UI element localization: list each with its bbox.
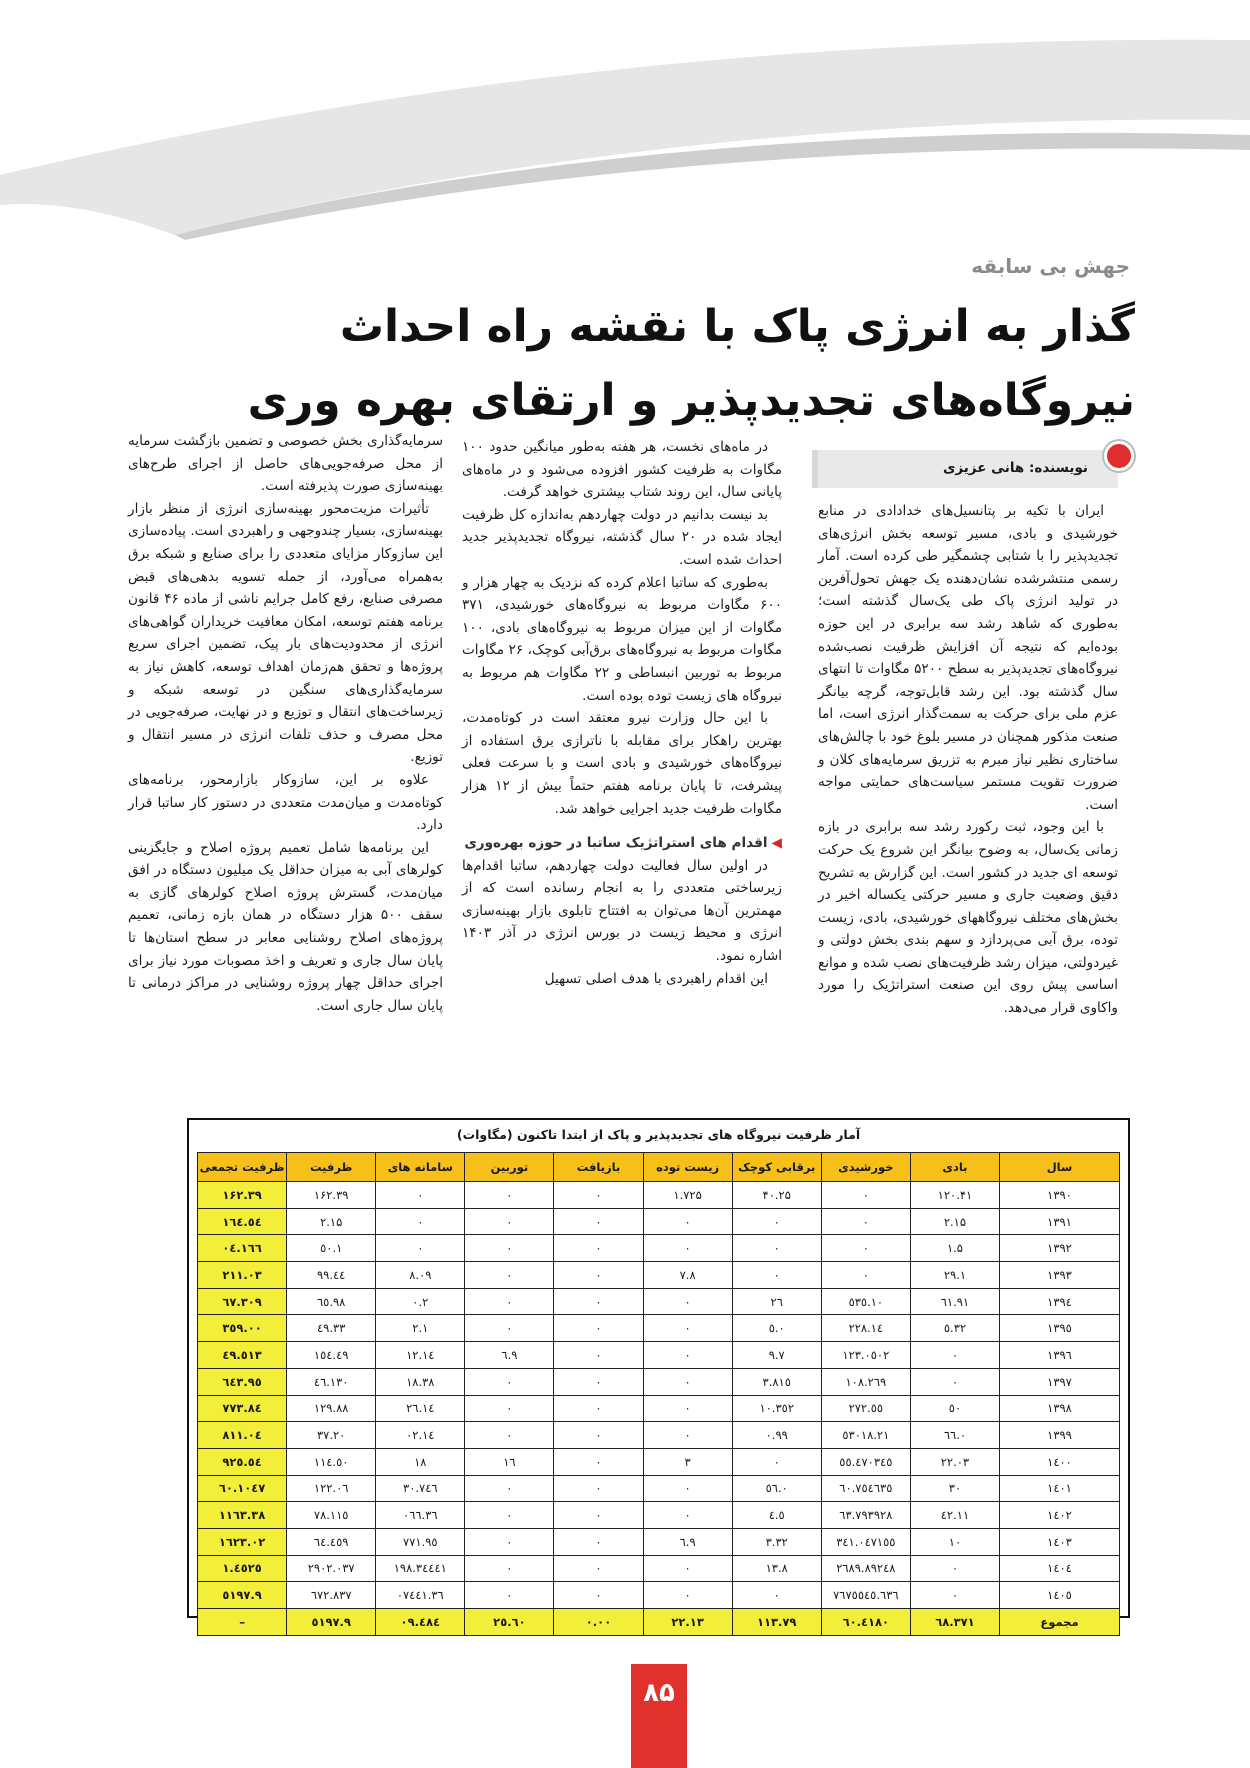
table-cell: ۰ [643,1235,732,1262]
table-cell: ٦٤۳.۹٥ [198,1368,287,1395]
table-cell: ۱٤.۲۲۸ [821,1315,910,1342]
article-title [135,290,1135,438]
table-cell: ۱٦ [465,1448,554,1475]
table-cell: ۰ [554,1475,643,1502]
table-row [198,1582,1120,1609]
table-cell: ۱.۵ [910,1235,999,1262]
table-cell: ۰ [732,1448,821,1475]
table-cell: ۲.۱۵ [910,1208,999,1235]
table-cell: ۱۲۹.۸۸ [287,1395,376,1422]
table-cell: ۳۰ [910,1475,999,1502]
table-cell: ۰ [821,1262,910,1289]
title-line-1: گذار به انرژی پاک با نقشه راه احداث [339,301,1135,352]
table-cell: ۰.٥٦ [732,1475,821,1502]
table-header-cell: خورشیدی [821,1153,910,1182]
table-cell: ۳٦.۰٦٦ [376,1502,465,1529]
table-cell: ۰ [465,1288,554,1315]
table-cell: ۱۱.٤۲ [910,1502,999,1529]
table-cell: ۰ [465,1208,554,1235]
table-cell: ۱۰ [910,1528,999,1555]
table-cell: ۰ [554,1582,643,1609]
table-cell: ۰ [821,1235,910,1262]
table-cell: ۱٦٦.۰٤ [198,1235,287,1262]
table-cell: ۰ [465,1315,554,1342]
table-cell: ۰.٦٦ [910,1422,999,1449]
table-cell: ۰ [554,1395,643,1422]
table-cell: ۰ [643,1208,732,1235]
table-cell: ٤٤.۹۹ [287,1262,376,1289]
col2-paragraph: این اقدام راهبردی با هدف اصلی تسهیل [544,970,768,987]
table-cell: ۱٤.۲٦ [376,1395,465,1422]
table-cell: ۱۰٤۷.٦۰ [198,1475,287,1502]
column-2 [462,436,782,990]
table-total-cell: ٤۱۸۰.٦۰ [821,1609,910,1636]
table-cell: ۳۰۹.٦۷ [198,1288,287,1315]
table-cell: ۱۳۹۷ [1000,1368,1120,1395]
table-cell: ۰.۹۹ [732,1422,821,1449]
table-row [198,1208,1120,1235]
table-cell: ۰ [732,1235,821,1262]
col2-paragraph: در اولین سال فعالیت دولت چهاردهم، ساتبا اقدام‌ها زیرساختی متعددی را به انجام رسانده است که از مهمترین آن‌ها می‌توان به افتتاح تابلوی بازار بهینه‌سازی انرژی و محیط زیست در بورس انرژی در آذر ۱۴۰۳ اشاره نمود. [462,857,782,965]
table-cell: ۰ [732,1582,821,1609]
table-cell: ۳۲.٥ [910,1315,999,1342]
table-cell: ٦۷۲.۸۳۷ [287,1582,376,1609]
table-row [198,1262,1120,1289]
col1-paragraph: با این وجود، ثبت رکورد رشد سه برابری در بازه زمانی یک‌سال، به وضوح بیانگر این شروع یک حرکت توسعه ای جدید در کشور است. این گزارش به تشریح دقیق وضعیت جاری و مسیر حرکتی یکساله اخیر در بخش‌های مختلف نیروگاههای خورشیدی، بادی، زیست توده، برق آبی می‌پردازد و سهم بندی بخش دولتی و غیردولتی، میزان رشد ظرفیت‌های نصب شده و موانع اساسی پیش روی این صنعت استراتژیک را مورد واکاوی قرار می‌دهد. [818,819,1118,1017]
table-cell: ۹.۷ [732,1342,821,1369]
table-cell: ۰ [554,1422,643,1449]
table-cell: ۹٥.۷۷۱ [376,1528,465,1555]
table-cell: ۰ [465,1555,554,1582]
table-cell: ۳۷.۲۰ [287,1422,376,1449]
table-cell: ۲.۱۵ [287,1208,376,1235]
table-row [198,1422,1120,1449]
table-cell: ۹.٦ [465,1342,554,1369]
table-cell: ۰ [643,1342,732,1369]
table-row [198,1182,1120,1209]
table-row [198,1528,1120,1555]
table-cell: ۰ [910,1342,999,1369]
table-cell: ۱٤۰۰ [1000,1448,1120,1475]
table-header-cell: سال [1000,1153,1120,1182]
table-cell: ۰ [554,1342,643,1369]
capacity-table [197,1152,1120,1636]
table-cell: ۰ [554,1288,643,1315]
table-cell: ۹.٦ [643,1528,732,1555]
table-cell: ۳.۳۲ [732,1528,821,1555]
table-cell: ۱۲۳.۰٥۰۲ [821,1342,910,1369]
table-cell: ۰ [821,1182,910,1209]
table-cell: ۱۳.۸ [732,1555,821,1582]
table-caption: آمار ظرفیت نیروگاه های تجدیدپذیر و پاک از ابتدا تاکنون (مگاوات) [456,1127,861,1142]
table-cell: ۱٦۲۳.۰۲ [198,1528,287,1555]
triangle-bullet-icon: ◀ [771,835,782,852]
table-row [198,1368,1120,1395]
table-cell: ۷.۸ [643,1262,732,1289]
table-cell: ٥۱۹۷.۹ [198,1582,287,1609]
table-cell: ٦۳٦.۷٦۷٥٥٤٥ [821,1582,910,1609]
table-cell: ۰ [910,1368,999,1395]
table-total-cell: ۲۲.۱۳ [643,1609,732,1636]
table-row [198,1235,1120,1262]
table-row [198,1555,1120,1582]
table-cell: ۰ [732,1262,821,1289]
table-cell: ۰ [376,1182,465,1209]
table-cell: ۲۹۰۲.۰۳۷ [287,1555,376,1582]
table-cell: ۲.۱ [376,1315,465,1342]
table-cell: ۰ [554,1182,643,1209]
table-total-cell: ۱۱۳.۷۹ [732,1609,821,1636]
column-1 [818,500,1118,1020]
table-cell: ۱۲۰.۴۱ [910,1182,999,1209]
table-cell: ۰ [643,1502,732,1529]
capacity-table-box [187,1118,1130,1629]
col2-paragraph: به‌طوری که ساتبا اعلام کرده که نزدیک به چهار هزار و ۶۰۰ مگاوات مربوط به نیروگاه‌های خورشیدی، ۳۷۱ مگاوات از این میزان مربوط به نیروگاه‌های بادی، ۱۰۰ مگاوات مربوط به نیروگاه‌های برق‌آبی کوچک، ۲۶ مگاوات مربوط به توربین انبساطی و ۲۲ مگاوات هم مربوط به نیروگاه های زیست توده بوده است. [462,574,782,704]
table-cell: ۰ [376,1208,465,1235]
table-cell: ۳٤۱.۰٤۷۱٥٥ [821,1528,910,1555]
table-cell: ۰ [910,1555,999,1582]
author-marker-dot [1104,441,1134,471]
page-number: ۸۵ [631,1664,687,1768]
table-header-cell: بادی [910,1153,999,1182]
table-header-cell: برقابی کوچک [732,1153,821,1182]
table-cell: ۱۱٥.۷۸ [287,1502,376,1529]
col3-paragraph: سرمایه‌گذاری بخش خصوصی و تضمین بازگشت سرمایه از محل صرفه‌جویی‌های حاصل از اجرای طرح‌های بهینه‌سازی صورت پذیرفته است. [128,433,443,495]
table-cell: ۸.۰۹ [376,1262,465,1289]
table-row [198,1288,1120,1315]
table-cell: ٤٥۲٥.۱ [198,1555,287,1582]
table-header-cell: ظرفیت [287,1153,376,1182]
table-cell: ۱۳۹۸ [1000,1395,1120,1422]
table-total-cell: ۳۷۱.٦۸ [910,1609,999,1636]
table-cell: ۰ [554,1235,643,1262]
table-cell: ۳٥۹.۰۰ [198,1315,287,1342]
table-total-cell: ۰.۰۰ [554,1609,643,1636]
table-cell: ۰ [732,1208,821,1235]
table-cell: ۰ [465,1235,554,1262]
table-total-row [198,1609,1120,1636]
table-header-cell: توربین [465,1153,554,1182]
table-cell: ۱۳۰.٤٦ [287,1368,376,1395]
table-cell: ۱۲۲.۰٦ [287,1475,376,1502]
table-cell: ۱٤۰٤ [1000,1555,1120,1582]
table-cell: ۲۱۱.۰۳ [198,1262,287,1289]
table-cell: ۰ [643,1582,732,1609]
table-cell: ۰ [910,1582,999,1609]
table-cell: ۰.٥ [732,1315,821,1342]
author-box [812,450,1118,488]
col2-paragraph: بد نیست بدانیم در دولت چهاردهم به‌اندازه کل ظرفیت ایجاد شده در ۲۰ سال گذشته، نیروگاه تجدیدپذیر جدید احداث شده است. [462,506,782,568]
table-cell: ۰ [554,1368,643,1395]
table-cell: ۷۷۳.۸٤ [198,1395,287,1422]
table-cell: ۰ [465,1368,554,1395]
table-cell: ۰ [643,1395,732,1422]
table-cell: ۱۳۹۱ [1000,1208,1120,1235]
table-cell: ۰ [643,1555,732,1582]
table-cell: ۳.۸۱٥ [732,1368,821,1395]
table-cell: ٤.٥ [732,1502,821,1529]
table-cell: ٦۳.۷۹۳۹۲۸ [821,1502,910,1529]
table-cell: ٦۰.۷٥٤٦۳٥ [821,1475,910,1502]
table-cell: ۱۶۲.۳۹ [287,1182,376,1209]
table-cell: ۱۲.۱٤ [376,1342,465,1369]
table-row [198,1342,1120,1369]
table-cell: ۲٦ [732,1288,821,1315]
column-3 [128,430,443,1017]
table-cell: ۱۳۹۹ [1000,1422,1120,1449]
table-cell: ۹۲٥.٥٤ [198,1448,287,1475]
table-cell: ۱٦٤.٥٤ [198,1208,287,1235]
table-total-cell: ٤۸٤.۰۹ [376,1609,465,1636]
table-total-cell: مجموع [1000,1609,1120,1636]
table-body [198,1182,1120,1636]
table-cell: ۱٤.۰۲ [376,1422,465,1449]
table-row [198,1395,1120,1422]
table-header-cell: بازیافت [554,1153,643,1182]
table-cell: ٥٥.۲۷۲ [821,1395,910,1422]
table-cell: ۰ [465,1528,554,1555]
col3-paragraph: این برنامه‌ها شامل تعمیم پروژه اصلاح و جایگزینی کولرهای آبی به میزان حداقل یک میلیون دستگاه در افق میان‌مدت، گسترش پروژه اصلاح کولرهای گازی به سقف ۵۰۰ هزار دستگاه در همان بازه زمانی، تعمیم پروژه‌های اصلاح روشنایی معابر در سطح استان‌ها تا پایان سال جاری و تعریف و اخذ مصوبات مورد نیاز برای اجرای حداقل چهار پروژه روشنایی در مراکز درمانی تا پایان سال جاری است. [128,839,443,1014]
table-cell: ۱۳۹۲ [1000,1235,1120,1262]
table-cell: ۰ [465,1475,554,1502]
table-cell: ۱٤۰۳ [1000,1528,1120,1555]
author-name: نویسنده: هانی عزیزی [942,460,1088,476]
col1-paragraph: ایران با تکیه بر پتانسیل‌های خدادادی در منابع خورشیدی و بادی، مسیر توسعه بخش انرژی‌های تجدیدپذیر را با شتابی چشمگیر طی کرده است. آمار رسمی منتشرشده نشان‌دهنده یک جهش تحول‌آفرین در تولید انرژی پاک طی یک‌سال گذشته است؛ به‌طوری که شاهد رشد سه برابری در این حوزه بوده‌ایم که نتیجه آن افزایش ظرفیت نصب‌شده نیروگاه‌های تجدیدپذیر به سطح ۵۲۰۰ مگاوات تا انتهای سال گذشته بود. این رشد قابل‌توجه، گرچه بیانگر عزم ملی برای حرکت به سمت‌گذار انرژی است، اما صنعت مذکور همچنان در مسیر بلوغ خود با چالش‌های ساختاری نظیر نیاز مبرم به تزریق سرمایه‌های کلان و ضرورت تقویت مستمر سیاست‌های حمایتی مواجه است. [818,503,1118,813]
table-header-row [198,1153,1120,1182]
table-cell: ۰ [465,1422,554,1449]
table-cell: ۱۱٤.٥۰ [287,1448,376,1475]
table-cell: ۱.۷۲۵ [643,1182,732,1209]
table-cell: ۱٤۰۱ [1000,1475,1120,1502]
table-cell: ۰ [554,1502,643,1529]
table-cell: ۰ [554,1528,643,1555]
table-header-cell: سامانه های [376,1153,465,1182]
table-cell: ۲۱.٥۳۰۱۸ [821,1422,910,1449]
table-cell: ۰ [465,1582,554,1609]
table-cell: ۲۹.۱ [910,1262,999,1289]
table-cell: ۱۹۸.۳٤٤٤۱ [376,1555,465,1582]
table-cell: ۰ [465,1502,554,1529]
col2-paragraph: در ماه‌های نخست، هر هفته به‌طور میانگین حدود ۱۰۰ مگاوات به ظرفیت کشور افزوده می‌شود و در ماه‌های پایانی سال، این روند شتاب بیشتری خواهد گرفت. [462,439,782,501]
table-cell: ٥۰ [910,1395,999,1422]
table-cell: ۱۶۲.۳۹ [198,1182,287,1209]
table-header-cell: زیست توده [643,1153,732,1182]
table-total-cell: ۲٥.٦۰ [465,1609,554,1636]
table-cell: ۳٦.۰۷٤٤۱ [376,1582,465,1609]
table-cell: ۱۰.۳٥۲ [732,1395,821,1422]
table-cell: ۰ [465,1262,554,1289]
table-cell: ۰ [643,1475,732,1502]
table-cell: ۱٥٤.٤۹ [287,1342,376,1369]
table-row [198,1315,1120,1342]
table-cell: ۰ [554,1208,643,1235]
table-cell: ۱۸ [376,1448,465,1475]
table-cell: ٤٥۹.٦٤ [287,1528,376,1555]
table-cell: ۱.٥۰ [287,1235,376,1262]
table-cell: ۱۳۹۰ [1000,1182,1120,1209]
table-cell: ٤۹.۳۳ [287,1315,376,1342]
table-cell: ۱۰۸.۲٦۹ [821,1368,910,1395]
table-cell: ۰.۲ [376,1288,465,1315]
col3-paragraph: تأثیرات مزیت‌محور بهینه‌سازی انرژی از منظر بازار بهینه‌سازی، بسیار چندوجهی و راهبردی است. پیاده‌سازی این سازوکار مزایای متعددی را برای صنایع و شبکه برق به‌همراه می‌آورد، از جمله تسویه بدهی‌های قبض مصرفی صنایع، رفع کامل جرایم ناشی از ماده ۴۶ قانون برنامه هفتم توسعه، امکان معافیت خریداران گواهی‌های انرژی از محدودیت‌های بار پیک، تضمین اجرای سریع پروژه‌ها و تحقق هم‌زمان اهداف توسعه، کاهش نیاز به سرمایه‌گذاری‌های سنگین در توسعه شبکه و زیرساخت‌های انتقال و توزیع و در نهایت، صرفه‌جویی در محل مصرف و حذف تلفات انرژی در مسیر انتقال و توزیع. [128,500,443,766]
table-cell: ۱۰.٥۳٥ [821,1288,910,1315]
col2-subheading: ◀اقدام های استراتژیک ساتبا در حوزه بهره‌وری [464,835,782,852]
table-cell: ٦۱.۹۱ [910,1288,999,1315]
table-cell: ۰ [554,1448,643,1475]
table-cell: ۰ [376,1235,465,1262]
table-cell: ۱۸.۳۸ [376,1368,465,1395]
table-cell: ۳ [643,1448,732,1475]
title-line-2: نیروگاه‌های تجدیدپذیر و ارتقای بهره وری [247,375,1135,426]
table-cell: ۰ [554,1555,643,1582]
table-cell: ۰ [643,1315,732,1342]
table-cell: ۲۲.۰۳ [910,1448,999,1475]
table-cell: ۱۳۹٦ [1000,1342,1120,1369]
col3-paragraph: علاوه بر این، سازوکار بازارمحور، برنامه‌های کوتاه‌مدت و میان‌مدت متعددی در دستور کار ساتبا قرار دارد. [128,771,443,834]
kicker: جهش بی سابقه [971,254,1130,278]
table-cell: ۰ [643,1422,732,1449]
table-cell: ۱٤۰٥ [1000,1582,1120,1609]
table-cell: ۱۱٦۳.۳۸ [198,1502,287,1529]
table-cell: ۱۳۹۳ [1000,1262,1120,1289]
table-cell: ۰ [821,1208,910,1235]
table-row [198,1475,1120,1502]
table-cell: ۱۳۹٤ [1000,1288,1120,1315]
table-row [198,1502,1120,1529]
table-cell: ۰ [643,1288,732,1315]
col2-paragraph: با این حال وزارت نیرو معتقد است در کوتاه‌مدت، بهترین راهکار برای مقابله با ناترازی برق استفاده از نیروگاه‌های خورشیدی و بادی است و با سرعت فعلی پیشرفت، تا پایان برنامه هفتم حتماً بیش از ۱۲ هزار مگاوات ظرفیت جدید اجرایی خواهد شد. [462,710,782,817]
table-cell: ۱٤۰۲ [1000,1502,1120,1529]
table-cell: ٥٥.٤۷۰۳٤٥ [821,1448,910,1475]
table-cell: ۰ [643,1368,732,1395]
table-cell: ۰ [465,1395,554,1422]
table-cell: ۳۰.۷٤٦ [376,1475,465,1502]
table-cell: ٥۱۳.٤۹ [198,1342,287,1369]
table-cell: ۰ [554,1262,643,1289]
table-cell: ۰ [554,1315,643,1342]
table-cell: ۸۱۱.۰٤ [198,1422,287,1449]
table-cell: ۱۳۹٥ [1000,1315,1120,1342]
table-cell: ۹۸.٦٥ [287,1288,376,1315]
table-header-cell: ظرفیت تجمعی [198,1153,287,1182]
header-swoosh-decoration [0,0,1250,240]
table-cell: ۴۰.۲۵ [732,1182,821,1209]
table-total-cell: – [198,1609,287,1636]
table-total-cell: ٥۱۹۷.۹ [287,1609,376,1636]
table-cell: ۲٦۸۹.۸۹۲٤۸ [821,1555,910,1582]
table-row [198,1448,1120,1475]
table-cell: ۰ [465,1182,554,1209]
